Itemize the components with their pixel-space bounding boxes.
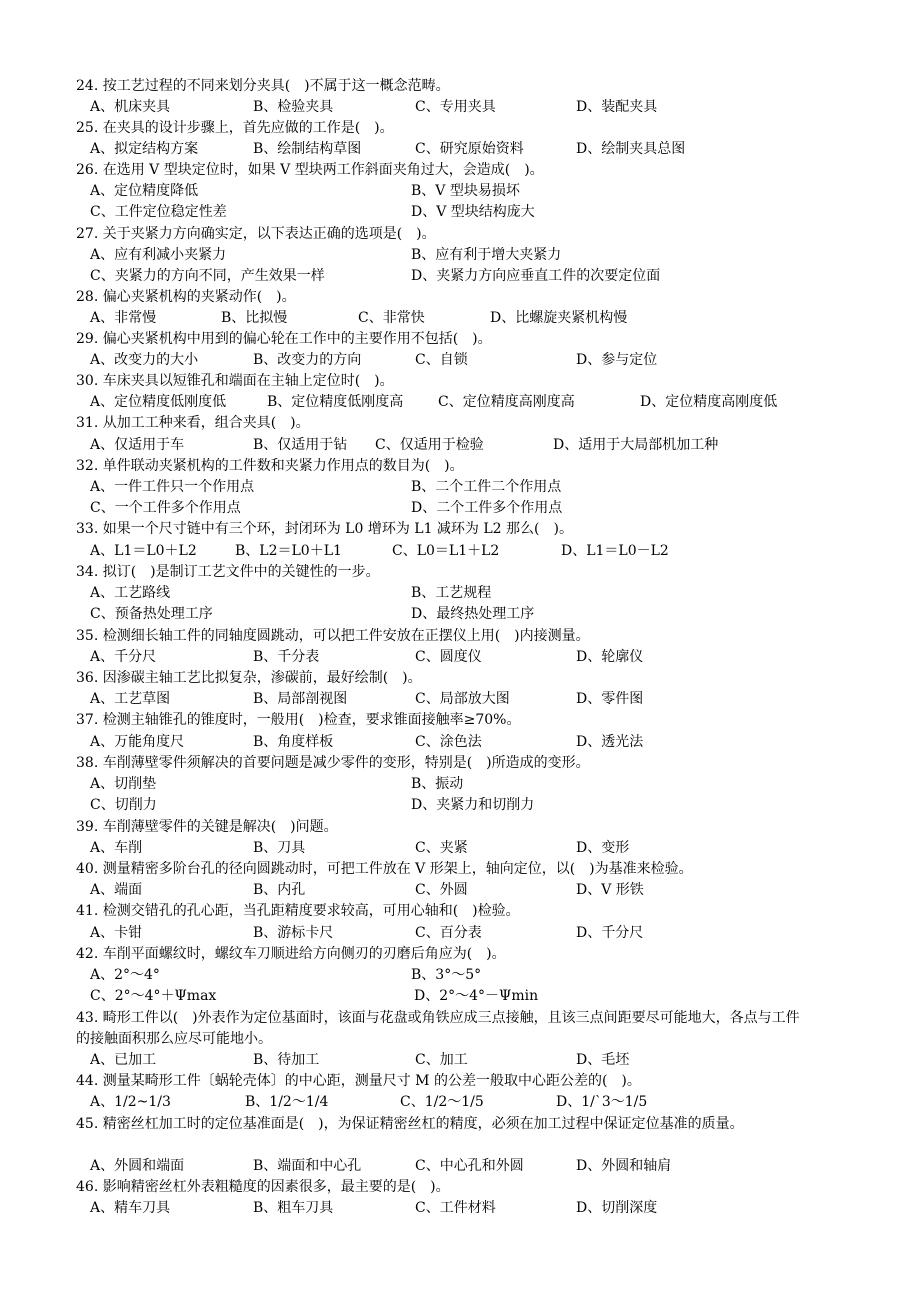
option-36-d: D、零件图 (576, 691, 644, 707)
option-36-a: A、工艺草图 (90, 691, 171, 707)
option-27-d: D、夹紧力方向应垂直工件的次要定位面 (411, 268, 661, 284)
option-26-a: A、定位精度降低 (90, 183, 199, 199)
option-26-d: D、V 型块结构庞大 (411, 204, 535, 220)
option-35-b: B、千分表 (253, 649, 320, 665)
option-41-a: A、卡钳 (90, 925, 143, 941)
question-39: 39. 车削薄壁零件的关键是解决( )问题。 (76, 819, 338, 835)
question-38: 38. 车削薄壁零件须解决的首要问题是减少零件的变形，特别是( )所造成的变形。 (76, 755, 590, 771)
option-30-b: B、定位精度低刚度高 (267, 394, 404, 410)
option-37-d: D、透光法 (576, 734, 644, 750)
option-40-b: B、内孔 (253, 882, 306, 898)
question-31: 31. 从加工工种来看，组合夹具( )。 (76, 415, 310, 431)
option-24-d: D、装配夹具 (576, 99, 658, 115)
question-37: 37. 检测主轴锥孔的锥度时，一般用( )检查，要求锥面接触率≥70%。 (76, 712, 521, 728)
question-27: 27. 关于夹紧力方向确实定，以下表达正确的选项是( )。 (76, 226, 436, 242)
question-44: 44. 测量某畸形工件〔蜗轮壳体〕的中心距，测量尺寸 M 的公差一般取中心距公差的( )。 (76, 1073, 641, 1089)
option-38-a: A、切削垫 (90, 776, 157, 792)
question-33: 33. 如果一个尺寸链中有三个环，封闭环为 L0 增环为 L1 减环为 L2 那么( )。 (76, 521, 573, 537)
option-29-c: C、自锁 (415, 352, 468, 368)
question-45: 45. 精密丝杠加工时的定位基准面是( )，为保证精密丝杠的精度，必须在加工过程中保证定位基准的质量。 (76, 1116, 744, 1132)
option-27-a: A、应有利减小夹紧力 (90, 247, 227, 263)
question-26: 26. 在选用 V 型块定位时，如果 V 型块两工作斜面夹角过大，会造成( )。 (76, 162, 544, 178)
question-36: 36. 因渗碳主轴工艺比拟复杂，渗碳前，最好绘制( )。 (76, 670, 422, 686)
option-46-c: C、工件材料 (415, 1200, 496, 1216)
option-38-b: B、振动 (411, 776, 464, 792)
option-44-c: C、1/2～1/5 (400, 1094, 484, 1110)
option-43-d: D、毛坯 (576, 1052, 630, 1068)
option-44-d: D、1/`3～1/5 (556, 1094, 648, 1110)
option-25-a: A、拟定结构方案 (90, 141, 199, 157)
question-41: 41. 检测交错孔的孔心距，当孔距精度要求较高，可用心轴和( )检验。 (76, 903, 520, 919)
option-40-a: A、端面 (90, 882, 143, 898)
option-35-a: A、千分尺 (90, 649, 157, 665)
option-27-b: B、应有利于增大夹紧力 (411, 247, 562, 263)
option-31-b: B、仅适用于钻 (253, 437, 348, 453)
option-39-c: C、夹紧 (415, 840, 468, 856)
option-46-a: A、精车刀具 (90, 1200, 171, 1216)
option-25-c: C、研究原始资料 (415, 141, 524, 157)
option-37-a: A、万能角度尺 (90, 734, 185, 750)
option-24-b: B、检验夹具 (253, 99, 334, 115)
option-31-d: D、适用于大局部机加工种 (553, 437, 719, 453)
option-38-d: D、夹紧力和切削力 (411, 797, 535, 813)
option-41-d: D、千分尺 (576, 925, 644, 941)
option-43-a: A、已加工 (90, 1052, 157, 1068)
option-25-d: D、绘制夹具总图 (576, 141, 686, 157)
question-43: 43. 畸形工件以( )外表作为定位基面时，该面与花盘或角铁应成三点接触，且该三点间距要尽可能地大，各点与工件的接触面积那么应尽可能地小。 (76, 1010, 800, 1047)
option-36-b: B、局部剖视图 (253, 691, 348, 707)
option-43-b: B、待加工 (253, 1052, 320, 1068)
option-41-c: C、百分表 (415, 925, 482, 941)
option-34-d: D、最终热处理工序 (411, 606, 535, 622)
option-36-c: C、局部放大图 (415, 691, 510, 707)
option-35-c: C、圆度仪 (415, 649, 482, 665)
option-41-b: B、游标卡尺 (253, 925, 334, 941)
question-35: 35. 检测细长轴工件的同轴度圆跳动，可以把工件安放在正摆仪上用( )内接测量。 (76, 628, 590, 644)
option-26-b: B、V 型块易损坏 (411, 183, 520, 199)
option-28-a: A、非常慢 (90, 310, 157, 326)
option-45-d: D、外圆和轴肩 (576, 1158, 672, 1174)
option-42-d: D、2°～4°－Ψmin (414, 988, 539, 1004)
option-40-d: D、V 形铁 (576, 882, 644, 898)
option-27-c: C、夹紧力的方向不同，产生效果一样 (90, 268, 325, 284)
option-33-b: B、L2＝L0＋L1 (235, 543, 342, 559)
option-38-c: C、切削力 (90, 797, 157, 813)
option-39-d: D、变形 (576, 840, 630, 856)
question-34: 34. 拟订( )是制订工艺文件中的关键性的一步。 (76, 564, 380, 580)
option-34-b: B、工艺规程 (411, 585, 492, 601)
question-40: 40. 测量精密多阶台孔的径向圆跳动时，可把工件放在 V 形架上，轴向定位，以( )为基准来检验。 (76, 861, 693, 877)
option-29-d: D、参与定位 (576, 352, 658, 368)
option-46-b: B、粗车刀具 (253, 1200, 334, 1216)
option-32-d: D、二个工件多个作用点 (411, 500, 563, 516)
option-42-b: B、3°～5° (411, 967, 482, 983)
option-42-a: A、2°～4° (90, 967, 160, 983)
option-25-b: B、绘制结构草图 (253, 141, 362, 157)
option-34-a: A、工艺路线 (90, 585, 171, 601)
option-31-a: A、仅适用于车 (90, 437, 185, 453)
option-30-a: A、定位精度低刚度低 (90, 394, 227, 410)
option-28-b: B、比拟慢 (221, 310, 288, 326)
option-46-d: D、切削深度 (576, 1200, 658, 1216)
option-39-a: A、车削 (90, 840, 143, 856)
option-33-a: A、L1＝L0＋L2 (90, 543, 197, 559)
option-26-c: C、工件定位稳定性差 (90, 204, 227, 220)
option-45-b: B、端面和中心孔 (253, 1158, 362, 1174)
option-32-b: B、二个工件二个作用点 (411, 479, 562, 495)
option-43-c: C、加工 (415, 1052, 468, 1068)
option-30-d: D、定位精度高刚度低 (640, 394, 778, 410)
option-35-d: D、轮廓仪 (576, 649, 644, 665)
option-24-c: C、专用夹具 (415, 99, 496, 115)
option-33-d: D、L1＝L0－L2 (561, 543, 669, 559)
option-28-c: C、非常快 (358, 310, 425, 326)
question-46: 46. 影响精密丝杠外表粗糙度的因素很多，最主要的是( )。 (76, 1179, 450, 1195)
question-28: 28. 偏心夹紧机构的夹紧动作( )。 (76, 289, 296, 305)
option-37-b: B、角度样板 (253, 734, 334, 750)
option-28-d: D、比螺旋夹紧机构慢 (490, 310, 628, 326)
question-29: 29. 偏心夹紧机构中用到的偏心轮在工作中的主要作用不包括( )。 (76, 331, 492, 347)
option-44-b: B、1/2～1/4 (245, 1094, 329, 1110)
option-34-c: C、预备热处理工序 (90, 606, 213, 622)
option-29-a: A、改变力的大小 (90, 352, 199, 368)
option-32-a: A、一件工件只一个作用点 (90, 479, 255, 495)
question-24: 24. 按工艺过程的不同来划分夹具( )不属于这一概念范畴。 (76, 78, 450, 94)
option-37-c: C、涂色法 (415, 734, 482, 750)
option-45-c: C、中心孔和外圆 (415, 1158, 524, 1174)
option-44-a: A、1/2~1/3 (90, 1094, 171, 1110)
option-42-c: C、2°～4°＋Ψmax (90, 988, 217, 1004)
question-42: 42. 车削平面螺纹时，螺纹车刀顺进给方向侧刃的刃磨后角应为( )。 (76, 946, 506, 962)
question-25: 25. 在夹具的设计步骤上，首先应做的工作是( )。 (76, 120, 394, 136)
option-24-a: A、机床夹具 (90, 99, 171, 115)
option-40-c: C、外圆 (415, 882, 468, 898)
option-32-c: C、一个工件多个作用点 (90, 500, 241, 516)
option-30-c: C、定位精度高刚度高 (438, 394, 575, 410)
option-39-b: B、刀具 (253, 840, 306, 856)
option-45-a: A、外圆和端面 (90, 1158, 185, 1174)
option-31-c: C、仅适用于检验 (375, 437, 484, 453)
option-29-b: B、改变力的方向 (253, 352, 362, 368)
option-33-c: C、L0＝L1＋L2 (392, 543, 500, 559)
question-32: 32. 单件联动夹紧机构的工件数和夹紧力作用点的数目为( )。 (76, 458, 464, 474)
question-30: 30. 车床夹具以短锥孔和端面在主轴上定位时( )。 (76, 373, 394, 389)
